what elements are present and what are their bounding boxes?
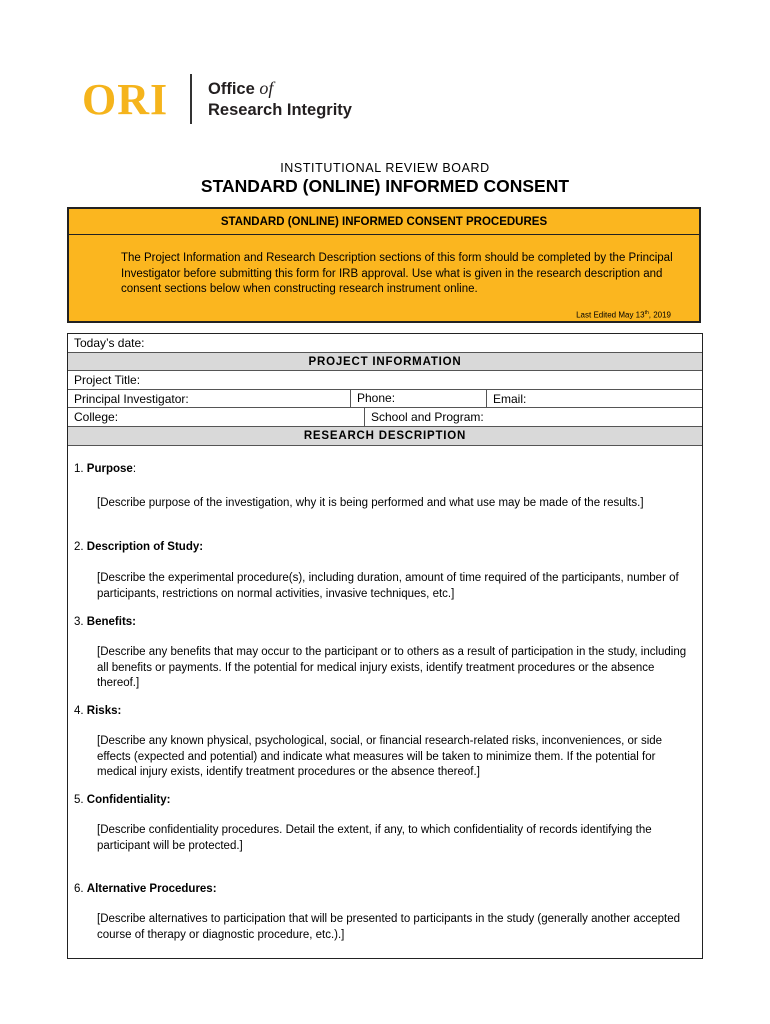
college-label: College: [74, 410, 119, 424]
logo-office: Office [208, 80, 260, 98]
item-description-desc[interactable]: [Describe the experimental procedure(s), including duration, amount of time required of the participants, number of participants, restrictions on normal activities, invasive techniques, etc.] [97, 572, 679, 600]
principal-investigator-field[interactable] [68, 390, 350, 407]
item-purpose-desc[interactable]: [Describe purpose of the investigation, why it is being performed and what use may be made of the results.] [97, 497, 644, 509]
project-information-heading: PROJECT INFORMATION [68, 353, 702, 371]
document-subtitle: INSTITUTIONAL REVIEW BOARD [280, 161, 490, 175]
phone-label: Phone: [357, 391, 396, 405]
school-program-label: School and Program: [371, 410, 484, 424]
phone-field[interactable] [350, 390, 486, 407]
todays-date-row[interactable] [68, 334, 702, 353]
consent-form [67, 333, 703, 959]
logo-text [208, 78, 352, 121]
item-confidentiality-desc[interactable]: [Describe confidentiality procedures. Detail the extent, if any, to which confidentiality of records identifying the participant will be protected.] [97, 824, 652, 852]
procedures-box [67, 207, 701, 323]
college-row [68, 408, 702, 427]
todays-date-label: Today’s date: [74, 336, 145, 350]
item-alternatives-desc[interactable]: [Describe alternatives to participation that will be presented to participants in the study (generally another accepted course of therapy or diagnostic procedure, etc.).] [97, 913, 680, 941]
logo-of: of [259, 78, 274, 98]
logo-mark: ORI [82, 75, 169, 124]
logo-divider [190, 74, 192, 124]
item-confidentiality-title: 5. Confidentiality: [74, 794, 171, 806]
procedures-body: The Project Information and Research Description sections of this form should be completed by the Principal Investigator before submitting this form for IRB approval. Use what is given in the research description and consent sections below when constructing research instrument online. [121, 252, 673, 295]
project-title-label: Project Title: [74, 373, 141, 387]
item-risks-desc[interactable]: [Describe any known physical, psychological, social, or financial research-related risks, inconveniences, or side effects (expected and potential) and indicate what measures will be taken to minimize them. If the potential for medical injury exists, identify treatment procedures or the absence thereof.] [97, 735, 663, 778]
research-description-heading: RESEARCH DESCRIPTION [68, 427, 702, 446]
item-alternatives-title: 6. Alternative Procedures: [74, 883, 217, 895]
last-edited-date: Last Edited May 13th, 2019 [576, 310, 671, 320]
college-field[interactable] [68, 408, 364, 426]
item-description-title: 2. Description of Study: [74, 541, 204, 553]
email-label: Email: [493, 392, 527, 406]
item-risks-title: 4. Risks: [74, 705, 122, 717]
project-title-row[interactable] [68, 371, 702, 390]
item-purpose-title: 1. Purpose: [74, 463, 137, 475]
document-title: STANDARD (ONLINE) INFORMED CONSENT [200, 176, 570, 196]
email-field[interactable] [486, 390, 702, 407]
item-benefits-desc[interactable]: [Describe any benefits that may occur to the participant or to others as a result of participation in the study, including all benefits or payments. If the potential for medical injury exists, identify treatment procedures or the absence thereof.] [97, 646, 687, 689]
principal-investigator-label: Principal Investigator: [74, 392, 189, 406]
investigator-row [68, 390, 702, 408]
item-benefits-title: 3. Benefits: [74, 616, 136, 628]
logo-research-integrity: Research Integrity [208, 101, 352, 119]
procedures-heading: STANDARD (ONLINE) INFORMED CONSENT PROCEDURES [69, 209, 699, 235]
school-program-field[interactable] [364, 408, 702, 426]
